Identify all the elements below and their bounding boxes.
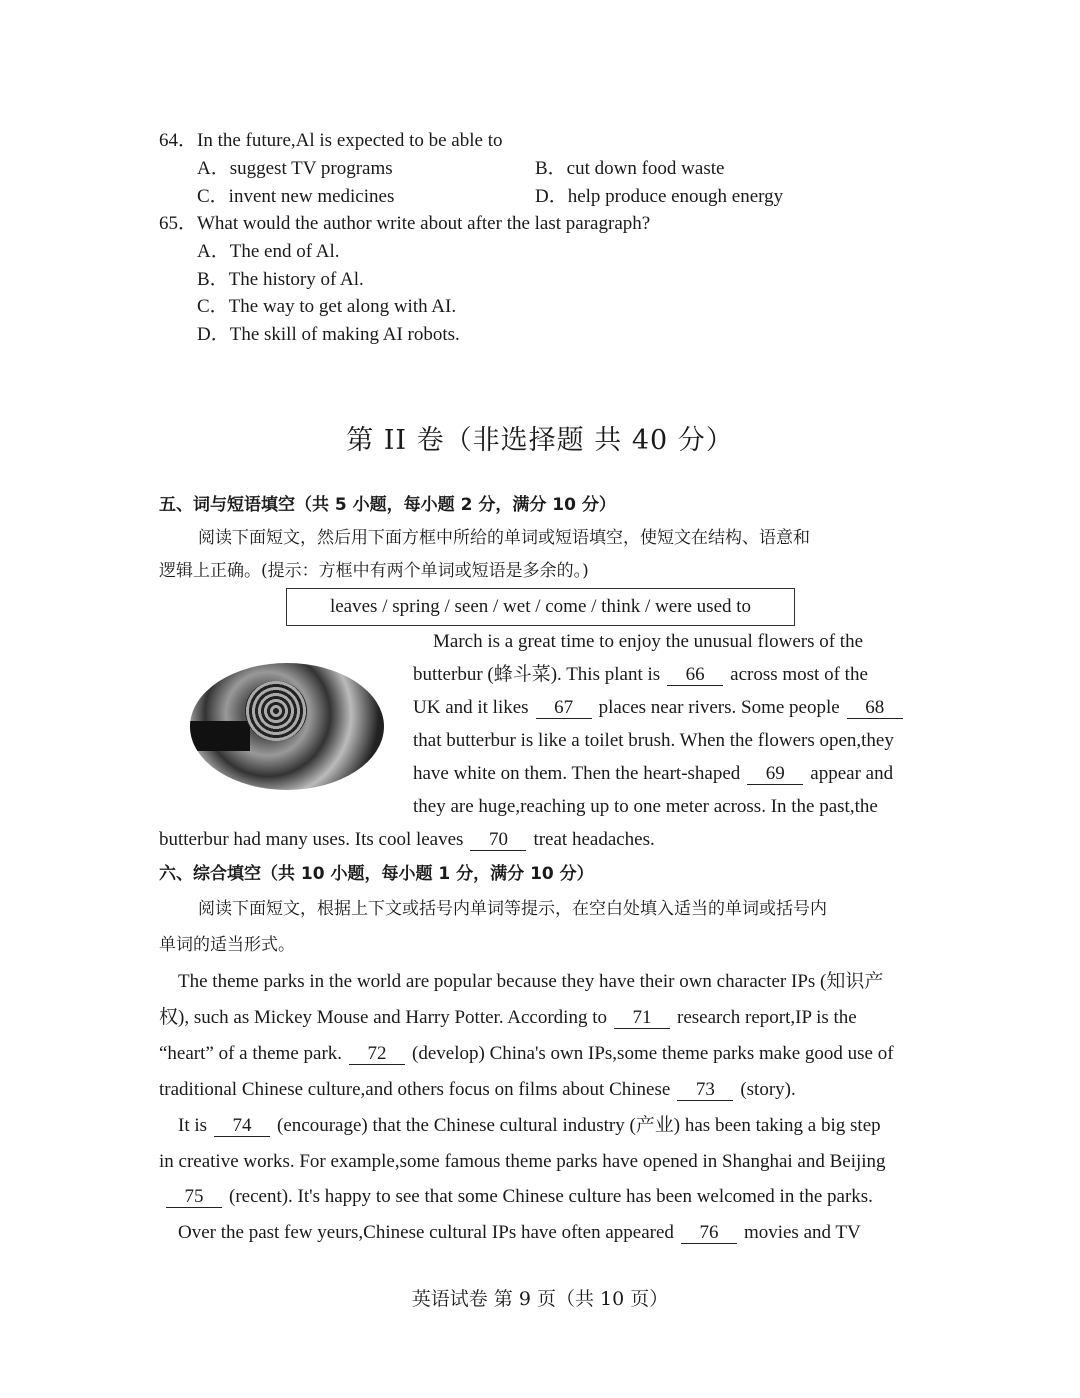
option-a: A．suggest TV programs xyxy=(197,158,393,179)
passage-text: places near rivers. Some people xyxy=(598,697,840,718)
answer-blank: 66 xyxy=(667,665,723,686)
option-c: C．The way to get along with AI. xyxy=(197,296,457,317)
passage-text: (develop) China's own IPs,some theme parks make good use of xyxy=(412,1043,894,1064)
passage-text: Over the past few yeurs,Chinese cultural IPs have often appeared xyxy=(178,1222,674,1243)
passage-line xyxy=(159,828,655,852)
answer-blank: 75 xyxy=(166,1187,222,1208)
passage-line xyxy=(159,1185,873,1209)
passage-text: movies and TV xyxy=(743,1222,861,1243)
passage-text: butterbur had many uses. Its cool leaves xyxy=(159,829,464,850)
word-box: leaves / spring / seen / wet / come / think / were used to xyxy=(286,588,795,626)
passage-line xyxy=(178,1114,881,1138)
passage-text: UK and it likes xyxy=(413,697,529,718)
answer-blank: 76 xyxy=(681,1223,737,1244)
answer-blank: 68 xyxy=(847,698,903,719)
option-d: D．The skill of making AI robots. xyxy=(197,324,460,345)
option-d: D．help produce enough energy xyxy=(535,186,784,207)
passage-line xyxy=(159,1006,857,1030)
passage-line xyxy=(433,630,863,654)
instruction-line: 逻辑上正确。(提示：方框中有两个单词或短语是多余的。) xyxy=(159,561,589,581)
part-title: 第 II 卷（非选择题 共 40 分） xyxy=(346,425,734,456)
passage-text: in creative works. For example,some famous theme parks have opened in Shanghai and Beijing xyxy=(159,1151,886,1172)
answer-blank: 67 xyxy=(536,698,592,719)
passage-line xyxy=(413,729,894,753)
option-b: B．The history of Al. xyxy=(197,269,364,290)
passage-line xyxy=(413,762,893,786)
question-stem: 65．What would the author write about after the last paragraph? xyxy=(159,213,651,234)
passage-text: (encourage) that the Chinese cultural industry (产业) has been taking a big step xyxy=(277,1115,881,1136)
passage-text: treat headaches. xyxy=(533,829,655,850)
passage-text: butterbur (蜂斗菜). This plant is xyxy=(413,664,661,685)
option-c: C．invent new medicines xyxy=(197,186,395,207)
passage-text: traditional Chinese culture,and others focus on films about Chinese xyxy=(159,1079,671,1100)
instruction-line: 阅读下面短文，根据上下文或括号内单词等提示，在空白处填入适当的单词或括号内 xyxy=(198,899,827,919)
passage-text: they are huge,reaching up to one meter across. In the past,the xyxy=(413,796,878,817)
answer-blank: 72 xyxy=(349,1044,405,1065)
answer-blank: 71 xyxy=(614,1008,670,1029)
passage-text: March is a great time to enjoy the unusual flowers of the xyxy=(433,631,864,652)
passage-line xyxy=(159,1042,894,1066)
passage-line xyxy=(159,1150,886,1174)
passage-text: (recent). It's happy to see that some Chinese culture has been welcomed in the parks. xyxy=(229,1186,873,1207)
passage-text: The theme parks in the world are popular because they have their own character IPs (知识产 xyxy=(178,971,884,992)
answer-blank: 73 xyxy=(677,1080,733,1101)
passage-text: research report,IP is the xyxy=(677,1007,857,1028)
question-stem: 64．In the future,Al is expected to be able to xyxy=(159,130,503,151)
passage-line xyxy=(159,1078,796,1102)
passage-text: that butterbur is like a toilet brush. When the flowers open,they xyxy=(413,730,894,751)
passage-text: (story). xyxy=(740,1079,796,1100)
instruction-line: 单词的适当形式。 xyxy=(159,935,295,955)
option-b: B．cut down food waste xyxy=(535,158,725,179)
section-heading: 五、词与短语填空（共 5 小题，每小题 2 分，满分 10 分） xyxy=(159,495,616,515)
passage-text: across most of the xyxy=(730,664,868,685)
option-a: A．The end of Al. xyxy=(197,241,340,262)
passage-line xyxy=(178,970,883,994)
passage-text: It is xyxy=(178,1115,208,1136)
answer-blank: 69 xyxy=(747,764,803,785)
instruction-line: 阅读下面短文，然后用下面方框中所给的单词或短语填空，使短文在结构、语意和 xyxy=(198,528,810,548)
passage-line xyxy=(413,795,878,819)
passage-text: 权), such as Mickey Mouse and Harry Potter. According to xyxy=(159,1007,607,1028)
passage-text: have white on them. Then the heart-shaped xyxy=(413,763,741,784)
passage-line xyxy=(178,1221,861,1245)
passage-text: appear and xyxy=(810,763,894,784)
answer-blank: 70 xyxy=(470,830,526,851)
butterbur-photo xyxy=(190,663,384,790)
passage-line xyxy=(413,696,910,720)
section-heading: 六、综合填空（共 10 小题，每小题 1 分，满分 10 分） xyxy=(159,864,594,884)
passage-text: “heart” of a theme park. xyxy=(159,1043,343,1064)
answer-blank: 74 xyxy=(214,1116,270,1137)
passage-line xyxy=(413,663,868,687)
page-footer: 英语试卷 第 9 页（共 10 页） xyxy=(411,1288,669,1310)
